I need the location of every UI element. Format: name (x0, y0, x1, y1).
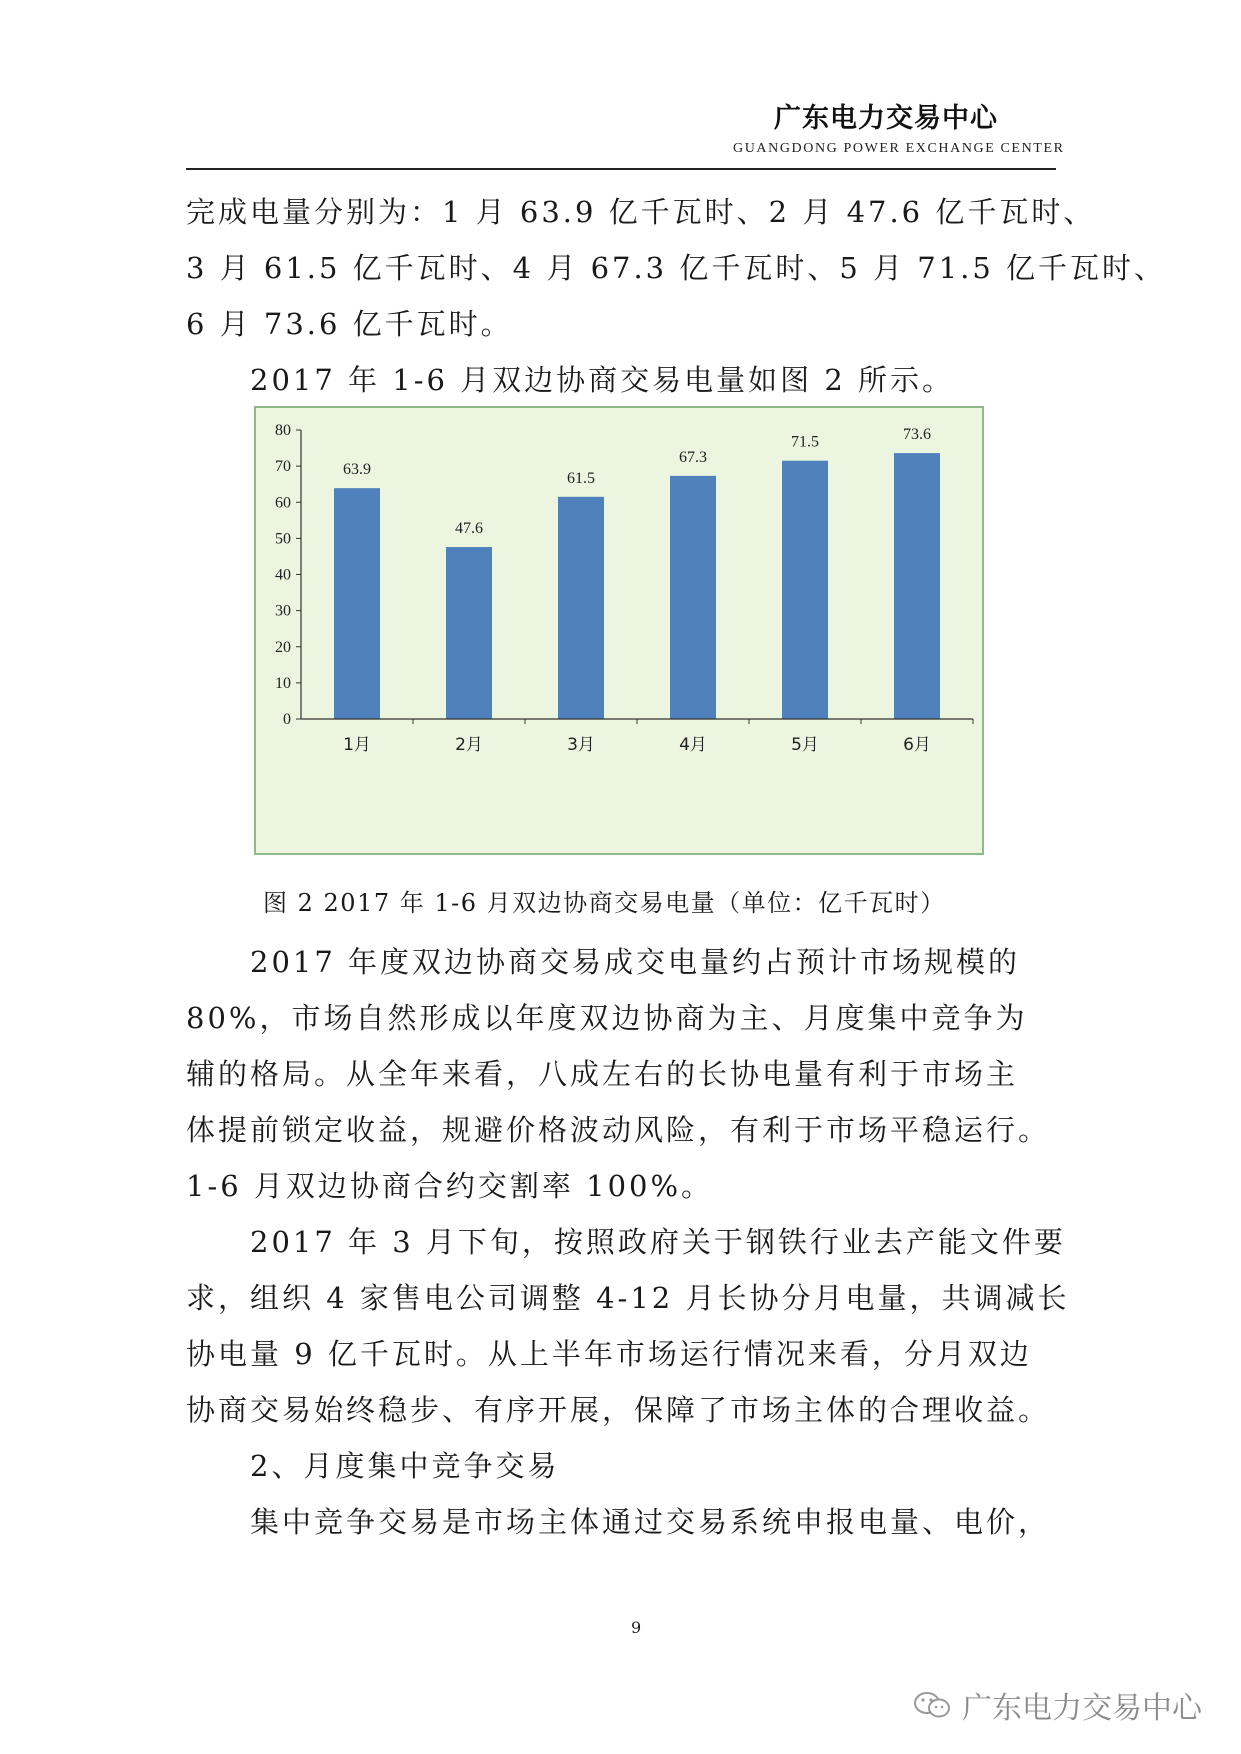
paragraph-line: 3 月 61.5 亿千瓦时、4 月 67.3 亿千瓦时、5 月 71.5 亿千瓦时、 (186, 251, 1167, 285)
header-org-name: 广东电力交易中心 (774, 103, 998, 134)
y-tick-label: 50 (275, 530, 291, 548)
y-tick-label: 0 (283, 711, 291, 728)
bar (894, 453, 940, 719)
bar (446, 547, 492, 719)
paragraph-line: 集中竞争交易是市场主体通过交易系统申报电量、电价， (250, 1505, 1051, 1539)
paragraph-line: 2017 年度双边协商交易成交电量约占预计市场规模的 (250, 945, 1021, 979)
y-tick-label: 40 (275, 566, 291, 584)
paragraph-line: 协电量 9 亿千瓦时。从上半年市场运行情况来看，分月双边 (186, 1337, 1032, 1371)
x-tick-label: 6月 (903, 735, 931, 755)
paragraph-line: 80%，市场自然形成以年度双边协商为主、月度集中竞争为 (186, 1001, 1028, 1035)
paragraph-line: 2017 年 3 月下旬，按照政府关于钢铁行业去产能文件要 (250, 1225, 1066, 1259)
header-divider (186, 168, 1056, 170)
watermark (912, 1683, 1202, 1727)
x-tick-label: 1月 (343, 735, 371, 755)
bar (670, 476, 716, 719)
x-tick-label: 4月 (679, 735, 707, 755)
wechat-icon (912, 1690, 954, 1720)
data-label: 47.6 (455, 520, 483, 538)
bar (782, 461, 828, 719)
data-label: 67.3 (679, 448, 707, 466)
data-label: 63.9 (343, 461, 371, 479)
y-tick-label: 20 (275, 638, 291, 656)
header-org-name-en: GUANGDONG POWER EXCHANGE CENTER (733, 141, 1065, 156)
paragraph-line: 1-6 月双边协商合约交割率 100%。 (186, 1169, 714, 1203)
data-label: 61.5 (567, 469, 595, 487)
paragraph-line: 完成电量分别为：1 月 63.9 亿千瓦时、2 月 47.6 亿千瓦时、 (186, 195, 1096, 229)
page-number: 9 (631, 1618, 642, 1637)
y-tick-label: 10 (275, 674, 291, 692)
section-heading: 2、月度集中竞争交易 (250, 1449, 560, 1483)
paragraph-line: 辅的格局。从全年来看，八成左右的长协电量有利于市场主 (186, 1057, 1019, 1091)
paragraph-line: 协商交易始终稳步、有序开展，保障了市场主体的合理收益。 (186, 1393, 1051, 1427)
x-tick-label: 2月 (455, 735, 483, 755)
data-label: 73.6 (903, 426, 931, 444)
bar-chart (254, 406, 984, 855)
y-tick-label: 80 (275, 422, 291, 439)
paragraph-line: 体提前锁定收益，规避价格波动风险，有利于市场平稳运行。 (186, 1113, 1051, 1147)
watermark-text: 广东电力交易中心 (962, 1691, 1202, 1726)
figure-caption: 图 2 2017 年 1-6 月双边协商交易电量（单位：亿千瓦时） (263, 889, 946, 917)
paragraph-line: 6 月 73.6 亿千瓦时。 (186, 307, 513, 341)
y-tick-label: 60 (275, 494, 291, 512)
bar (334, 488, 380, 719)
x-tick-label: 3月 (567, 735, 595, 755)
paragraph-line: 2017 年 1-6 月双边协商交易电量如图 2 所示。 (250, 363, 955, 397)
y-tick-label: 70 (275, 458, 291, 476)
bar (558, 497, 604, 719)
data-label: 71.5 (791, 433, 819, 451)
y-tick-label: 30 (275, 602, 291, 620)
x-tick-label: 5月 (791, 735, 819, 755)
paragraph-line: 求，组织 4 家售电公司调整 4-12 月长协分月电量，共调减长 (186, 1281, 1070, 1315)
